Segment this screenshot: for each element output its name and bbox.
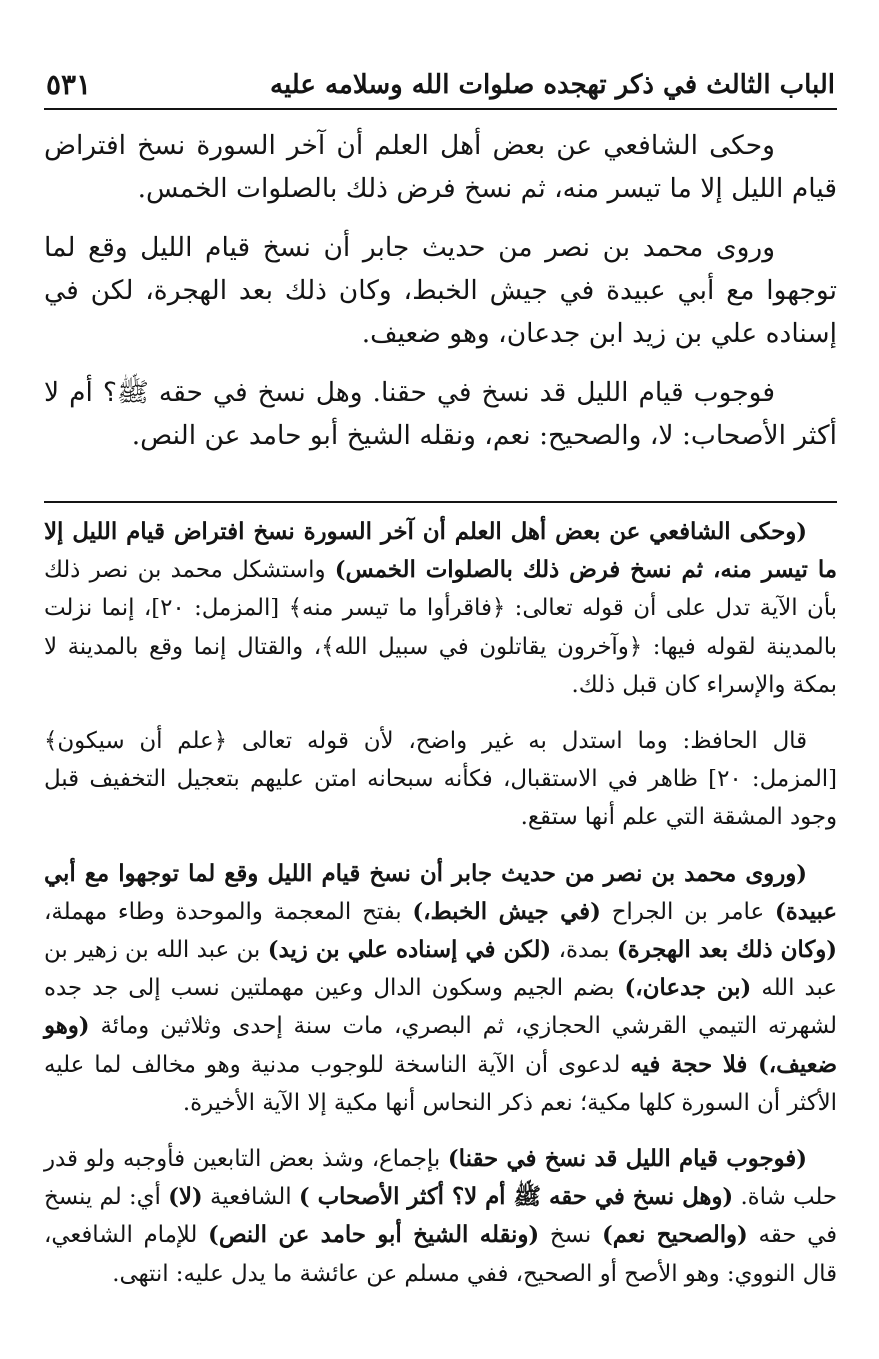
quoted-matn-segment: (وكان ذلك بعد الهجرة) — [616, 937, 838, 964]
commentary-paragraph-1 — [44, 513, 837, 704]
commentary-paragraph-4 — [44, 1140, 837, 1293]
running-header — [44, 62, 837, 110]
quoted-matn-segment: (ونقله الشيخ أبو حامد عن النص) — [208, 1222, 540, 1249]
commentary-segment: بضم الجيم وسكون الدال وعين مهملتين نسب إلى جد جده لشهرته التيمي القرشي الحجازي، ثم البصري، مات سنة إحدى وثلاثين ومائة — [44, 975, 837, 1040]
quoted-matn-segment: (بن جدعان،) — [624, 975, 752, 1002]
commentary-segment: بإجماع، وشذ بعض التابعين فأوجبه ولو قدر حلب شاة. — [44, 1146, 837, 1211]
commentary-paragraph-2: قال الحافظ: وما استدل به غير واضح، لأن قوله تعالى ﴿علم أن سيكون﴾ [المزمل: ٢٠] ظاهر في الاستقبال، فكأنه سبحانه امتن عليهم بتعجيل التخفيف قبل وجود المشقة التي علم أنها ستقع. — [44, 728, 837, 831]
main-text — [44, 124, 837, 457]
commentary-segment: عامر بن الجراح — [600, 898, 775, 925]
quoted-matn-segment: (وروى محمد بن نصر من حديث جابر أن نسخ قيام الليل وقع لما توجهوا مع أبي عبيدة) — [44, 860, 837, 925]
commentary-segment: بمدة، — [551, 937, 617, 964]
commentary-segment: بن عبد الله بن زهير بن عبد الله — [44, 937, 837, 1002]
main-paragraph-3: فوجوب قيام الليل قد نسخ في حقنا. وهل نسخ في حقه ﷺ؟ أم لا أكثر الأصحاب: لا، والصحيح: نعم، ونقله الشيخ أبو حامد عن النص. — [44, 377, 837, 451]
commentary-segment: الشافعية — [202, 1184, 299, 1211]
quoted-matn-segment: (فوجوب قيام الليل قد نسخ في حقنا) — [447, 1146, 807, 1173]
commentary-divider — [44, 501, 837, 503]
quoted-matn-segment: (والصحيح نعم) — [601, 1222, 748, 1249]
commentary-paragraph-3 — [44, 855, 837, 1122]
quoted-matn-segment: (لا) — [168, 1184, 203, 1211]
quoted-matn-segment: (وهل نسخ في حقه ﷺ أم لا؟ أكثر الأصحاب ) — [298, 1184, 734, 1211]
page-number: ٥٣١ — [46, 68, 92, 101]
quoted-matn-segment: (في جيش الخبط،) — [412, 898, 601, 925]
quoted-matn-segment: (وحكى الشافعي عن بعض أهل العلم أن آخر السورة نسخ افتراض قيام الليل إلا ما تيسر منه، ثم نسخ فرض ذلك بالصلوات الخمس) — [44, 519, 837, 584]
book-page — [44, 62, 837, 1311]
quoted-matn-segment: (وهو ضعيف،) فلا حجة فيه — [44, 1013, 837, 1078]
commentary-segment: بفتح المعجمة والموحدة وطاء مهملة، — [44, 898, 413, 925]
quoted-matn-segment: (لكن في إسناده علي بن زيد) — [267, 937, 552, 964]
commentary-segment: لدعوى أن الآية الناسخة للوجوب مدنية وهو مخالف لما عليه الأكثر أن السورة كلها مكية؛ نعم ذكر النحاس أنها مكية إلا الآية الأخيرة. — [44, 1051, 837, 1116]
commentary-segment: واستشكل محمد بن نصر ذلك بأن الآية تدل على أن قوله تعالى: ﴿فاقرأوا ما تيسر منه﴾ [المزمل: ٢٠]، إنما نزلت بالمدينة لقوله فيها: ﴿وآخرون يقاتلون في سبيل الله﴾، والقتال إنما وقع بالمدينة لا بمكة والإسراء كان قبل ذلك. — [44, 557, 837, 698]
main-paragraph-2: وروى محمد بن نصر من حديث جابر أن نسخ قيام الليل وقع لما توجهوا مع أبي عبيدة في جيش الخبط، وكان ذلك بعد الهجرة، لكن في إسناده علي بن زيد ابن جدعان، وهو ضعيف. — [44, 232, 837, 349]
commentary-segment: نسخ — [539, 1222, 602, 1249]
commentary — [44, 513, 837, 1293]
commentary-segment: أي: لم ينسخ في حقه — [44, 1184, 837, 1249]
commentary-segment: للإمام الشافعي، قال النووي: وهو الأصح أو الصحيح، ففي مسلم عن عائشة ما يدل عليه: انتهى. — [44, 1222, 837, 1287]
chapter-title: الباب الثالث في ذكر تهجده صلوات الله وسلامه عليه — [270, 70, 835, 100]
main-paragraph-1: وحكى الشافعي عن بعض أهل العلم أن آخر السورة نسخ افتراض قيام الليل إلا ما تيسر منه، ثم نسخ فرض ذلك بالصلوات الخمس. — [44, 130, 837, 204]
